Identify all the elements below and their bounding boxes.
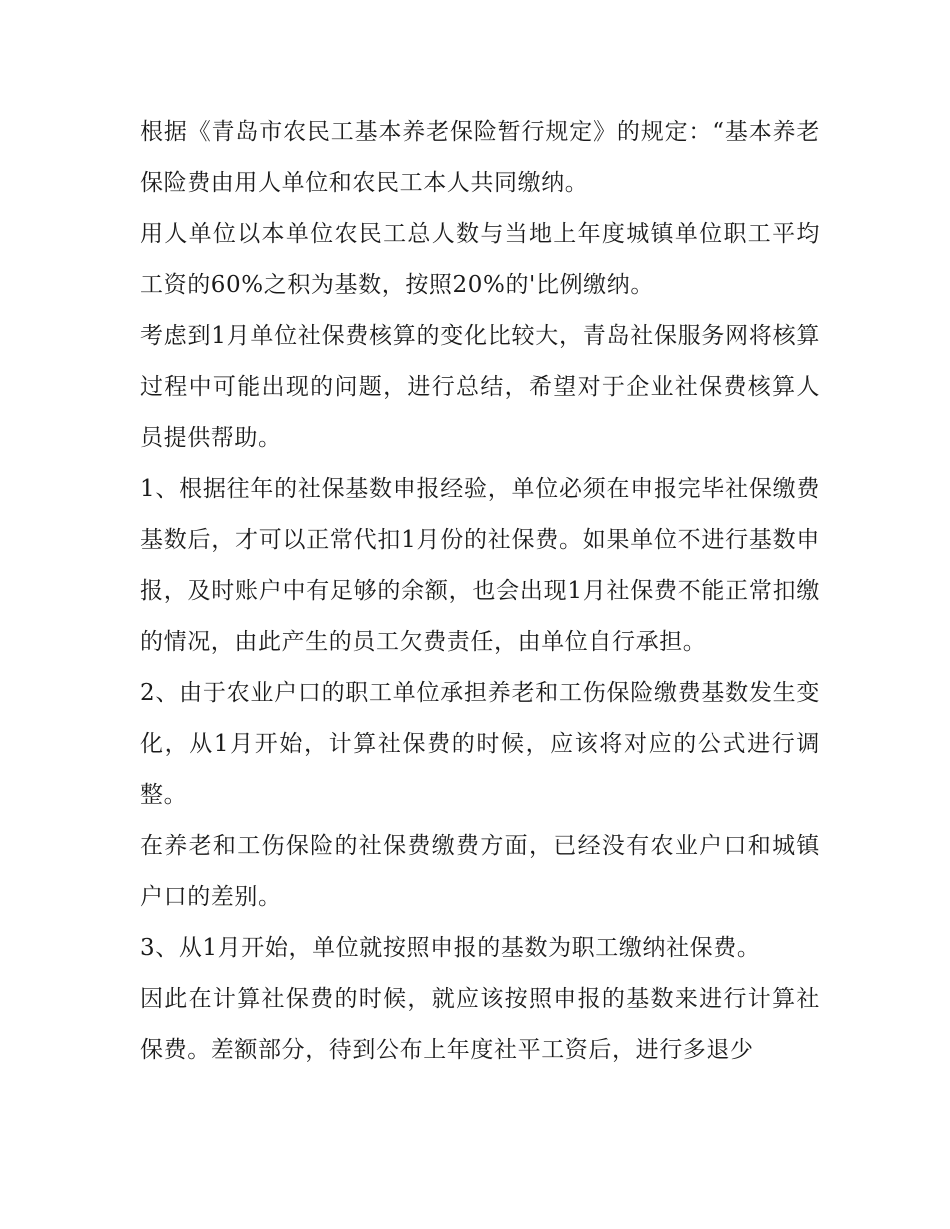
paragraph-8: 因此在计算社保费的时候，就应该按照申报的基数来进行计算社保费。差额部分，待到公布上年度社平工资后，进行多退少: [140, 986, 820, 1063]
paragraph-3: 考虑到1月单位社保费核算的变化比较大，青岛社保服务网将核算过程中可能出现的问题，进行总结，希望对于企业社保费核算人员提供帮助。: [140, 323, 820, 451]
document-body: [140, 107, 820, 1076]
paragraph-6: 在养老和工伤保险的社保费缴费方面，已经没有农业户口和城镇户口的差别。: [140, 833, 820, 910]
paragraph-7: 3、从1月开始，单位就按照申报的基数为职工缴纳社保费。: [140, 935, 761, 961]
paragraph-1: 根据《青岛市农民工基本养老保险暂行规定》的规定：“基本养老保险费由用人单位和农民工本人共同缴纳。: [140, 119, 820, 196]
paragraph-5: 2、由于农业户口的职工单位承担养老和工伤保险缴费基数发生变化，从1月开始，计算社保费的时候，应该将对应的公式进行调整。: [140, 680, 820, 808]
paragraph-4: 1、根据往年的社保基数申报经验，单位必须在申报完毕社保缴费基数后，才可以正常代扣1月份的社保费。如果单位不进行基数申报，及时账户中有足够的余额，也会出现1月社保费不能正常扣缴的情况，由此产生的员工欠费责任，由单位自行承担。: [140, 476, 820, 655]
paragraph-2: 用人单位以本单位农民工总人数与当地上年度城镇单位职工平均工资的60%之积为基数，按照20%的'比例缴纳。: [140, 221, 820, 298]
